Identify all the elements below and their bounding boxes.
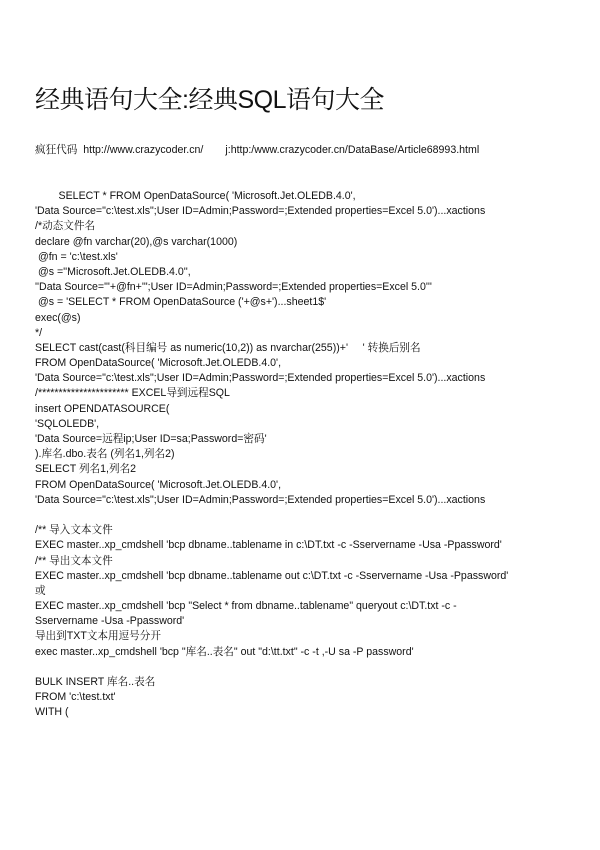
code-line: FROM OpenDataSource( 'Microsoft.Jet.OLEDB.4.0', — [35, 357, 282, 370]
code-line: SELECT 列名1,列名2 — [35, 463, 137, 476]
code-line: @s = 'SELECT * FROM OpenDataSource ('+@s+')...sheet1$' — [35, 296, 327, 309]
document-body — [35, 113, 580, 751]
code-line: SELECT * FROM OpenDataSource( 'Microsoft.Jet.OLEDB.4.0', — [35, 190, 356, 202]
code-line: /********************** EXCEL导到远程SQL — [35, 387, 230, 400]
code-line: Sservername -Usa -Ppassword' — [35, 615, 185, 628]
code-line: /*动态文件名 — [35, 220, 96, 233]
code-line: /** 导入文本文件 — [35, 524, 113, 537]
code-line: 'Data Source="c:\test.xls";User ID=Admin;Password=;Extended properties=Excel 5.0')...xactions — [35, 493, 486, 506]
source-label: 疯狂代码 — [35, 144, 78, 157]
source-url-link[interactable]: http://www.crazycoder.cn/ — [83, 144, 204, 157]
code-line: 导出到TXT文本用逗号分开 — [35, 630, 161, 643]
code-line: EXEC master..xp_cmdshell 'bcp "Select * from dbname..tablename" queryout c:\DT.txt -c - — [35, 600, 457, 613]
code-line: @s =''Microsoft.Jet.OLEDB.4.0'', — [35, 265, 191, 278]
code-lines — [35, 189, 580, 721]
code-line: declare @fn varchar(20),@s varchar(1000) — [35, 235, 238, 248]
code-line: FROM OpenDataSource( 'Microsoft.Jet.OLEDB.4.0', — [35, 478, 282, 491]
code-line: @fn = 'c:\test.xls' — [35, 250, 118, 263]
code-line: */ — [35, 326, 43, 339]
code-line: FROM 'c:\test.txt' — [35, 691, 116, 704]
code-line: 'Data Source="c:\test.xls";User ID=Admin;Password=;Extended properties=Excel 5.0')...xactions — [35, 205, 486, 218]
code-line: exec master..xp_cmdshell 'bcp "库名..表名" out "d:\tt.txt" -c -t ,-U sa -P password' — [35, 645, 414, 658]
code-line: 'Data Source="c:\test.xls";User ID=Admin;Password=;Extended properties=Excel 5.0')...xactions — [35, 372, 486, 385]
blank-line — [35, 508, 580, 523]
code-line: exec(@s) — [35, 311, 81, 324]
blank-line — [35, 660, 580, 675]
code-line: BULK INSERT 库名..表名 — [35, 676, 156, 688]
code-line: 'Data Source=远程ip;User ID=sa;Password=密码' — [35, 433, 267, 445]
source-line — [35, 143, 580, 158]
code-line: /** 导出文本文件 — [35, 554, 113, 567]
code-line: 'SQLOLEDB', — [35, 417, 100, 430]
code-line: ''Data Source="'+@fn+'";User ID=Admin;Password=;Extended properties=Excel 5.0''' — [35, 281, 432, 294]
code-line: 或 — [35, 584, 46, 597]
code-line: ).库名.dbo.表名 (列名1,列名2) — [35, 448, 175, 461]
code-line: EXEC master..xp_cmdshell 'bcp dbname..tablename out c:\DT.txt -c -Sservername -Usa -Ppassword' — [35, 569, 509, 582]
code-line: insert OPENDATASOURCE( — [35, 402, 170, 415]
code-line: SELECT cast(cast(科目编号 as numeric(10,2)) as nvarchar(255))+' ' 转换后别名 — [35, 341, 421, 354]
source-article-link[interactable]: j:http:/www.crazycoder.cn/DataBase/Article68993.html — [225, 144, 480, 157]
page-title: 经典语句大全:经典SQL语句大全 — [35, 86, 384, 114]
code-line: EXEC master..xp_cmdshell 'bcp dbname..tablename in c:\DT.txt -c -Sservername -Usa -Ppassword' — [35, 539, 502, 552]
code-line: WITH ( — [35, 706, 69, 719]
